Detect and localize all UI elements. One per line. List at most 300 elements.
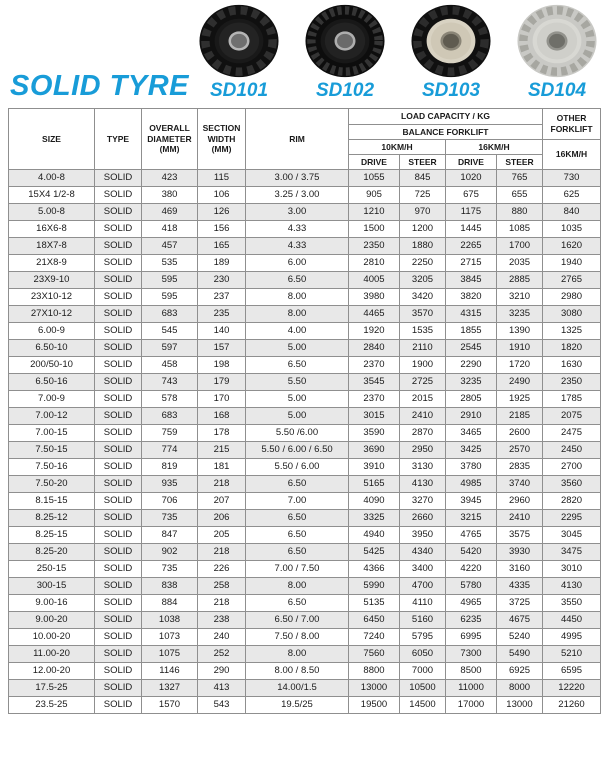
steer-10kmh-cell: 970 [400,204,446,221]
size-cell: 12.00-20 [9,663,95,680]
overall-diameter-cell: 380 [142,187,198,204]
header-size: SIZE [9,109,95,170]
size-cell: 23X9-10 [9,272,95,289]
drive-16kmh-cell: 6995 [446,629,497,646]
header-rim: RIM [246,109,349,170]
product-label-sd103: SD103 [421,80,481,101]
overall-diameter-cell: 1146 [142,663,198,680]
rim-cell: 5.50 / 6.00 / 6.50 [246,442,349,459]
header-steer-10: STEER [400,155,446,170]
page-title: SOLID TYRE [10,70,190,102]
rim-cell: 6.50 [246,527,349,544]
drive-16kmh-cell: 8500 [446,663,497,680]
size-cell: 11.00-20 [9,646,95,663]
table-row [9,663,601,680]
drive-16kmh-cell: 17000 [446,697,497,714]
drive-16kmh-cell: 2910 [446,408,497,425]
section-width-cell: 252 [198,646,246,663]
product-sd103 [402,4,500,102]
steer-16kmh-cell: 2570 [497,442,543,459]
overall-diameter-cell: 458 [142,357,198,374]
overall-diameter-cell: 418 [142,221,198,238]
drive-16kmh-cell: 1445 [446,221,497,238]
header-drive-10: DRIVE [349,155,400,170]
rim-cell: 3.25 / 3.00 [246,187,349,204]
steer-16kmh-cell: 1390 [497,323,543,340]
other-forklift-16kmh-cell: 2295 [543,510,601,527]
other-forklift-16kmh-cell: 2475 [543,425,601,442]
drive-10kmh-cell: 1055 [349,170,400,187]
rim-cell: 4.33 [246,238,349,255]
section-width-cell: 215 [198,442,246,459]
steer-10kmh-cell: 4340 [400,544,446,561]
overall-diameter-cell: 535 [142,255,198,272]
drive-16kmh-cell: 3465 [446,425,497,442]
type-cell: SOLID [95,238,142,255]
other-forklift-16kmh-cell: 2700 [543,459,601,476]
steer-16kmh-cell: 2885 [497,272,543,289]
type-cell: SOLID [95,595,142,612]
size-cell: 7.00-9 [9,391,95,408]
drive-10kmh-cell: 1500 [349,221,400,238]
size-cell: 23X10-12 [9,289,95,306]
drive-10kmh-cell: 2810 [349,255,400,272]
size-cell: 7.50-20 [9,476,95,493]
size-cell: 16X6-8 [9,221,95,238]
type-cell: SOLID [95,374,142,391]
size-cell: 18X7-8 [9,238,95,255]
rim-cell: 19.5/25 [246,697,349,714]
section-width-cell: 207 [198,493,246,510]
steer-16kmh-cell: 3160 [497,561,543,578]
table-row [9,357,601,374]
steer-10kmh-cell: 4700 [400,578,446,595]
drive-10kmh-cell: 1920 [349,323,400,340]
rim-cell: 7.50 / 8.00 [246,629,349,646]
steer-10kmh-cell: 2015 [400,391,446,408]
steer-16kmh-cell: 1700 [497,238,543,255]
size-cell: 23.5-25 [9,697,95,714]
drive-10kmh-cell: 7240 [349,629,400,646]
drive-16kmh-cell: 3235 [446,374,497,391]
rim-cell: 6.50 / 7.00 [246,612,349,629]
steer-10kmh-cell: 3950 [400,527,446,544]
type-cell: SOLID [95,510,142,527]
table-row [9,272,601,289]
steer-16kmh-cell: 2035 [497,255,543,272]
table-row [9,680,601,697]
rim-cell: 6.00 [246,255,349,272]
section-width-cell: 290 [198,663,246,680]
other-forklift-16kmh-cell: 2350 [543,374,601,391]
size-cell: 250-15 [9,561,95,578]
overall-diameter-cell: 759 [142,425,198,442]
size-cell: 15X4 1/2-8 [9,187,95,204]
overall-diameter-cell: 595 [142,289,198,306]
steer-16kmh-cell: 3930 [497,544,543,561]
rim-cell: 6.50 [246,544,349,561]
table-row [9,204,601,221]
size-cell: 4.00-8 [9,170,95,187]
other-forklift-16kmh-cell: 2820 [543,493,601,510]
other-forklift-16kmh-cell: 12220 [543,680,601,697]
rim-cell: 5.00 [246,391,349,408]
overall-diameter-cell: 1073 [142,629,198,646]
size-cell: 27X10-12 [9,306,95,323]
steer-16kmh-cell: 3210 [497,289,543,306]
drive-16kmh-cell: 2715 [446,255,497,272]
section-width-cell: 165 [198,238,246,255]
drive-10kmh-cell: 6450 [349,612,400,629]
overall-diameter-cell: 457 [142,238,198,255]
steer-16kmh-cell: 13000 [497,697,543,714]
steer-10kmh-cell: 3420 [400,289,446,306]
size-cell: 300-15 [9,578,95,595]
page-header [0,0,608,108]
overall-diameter-cell: 423 [142,170,198,187]
type-cell: SOLID [95,221,142,238]
tyre-image-sd101 [195,4,283,78]
other-forklift-16kmh-cell: 3010 [543,561,601,578]
drive-16kmh-cell: 3845 [446,272,497,289]
type-cell: SOLID [95,629,142,646]
section-width-cell: 238 [198,612,246,629]
overall-diameter-cell: 774 [142,442,198,459]
overall-diameter-cell: 545 [142,323,198,340]
size-cell: 200/50-10 [9,357,95,374]
table-row [9,306,601,323]
other-forklift-16kmh-cell: 6595 [543,663,601,680]
header-section-width: SECTION WIDTH (MM) [198,109,246,170]
rim-cell: 8.00 [246,306,349,323]
product-sd101 [190,4,288,102]
table-row [9,459,601,476]
table-row [9,187,601,204]
steer-10kmh-cell: 3570 [400,306,446,323]
type-cell: SOLID [95,493,142,510]
spec-table [8,108,601,714]
type-cell: SOLID [95,459,142,476]
section-width-cell: 179 [198,374,246,391]
drive-16kmh-cell: 4315 [446,306,497,323]
size-cell: 8.15-15 [9,493,95,510]
drive-10kmh-cell: 3690 [349,442,400,459]
type-cell: SOLID [95,357,142,374]
product-gallery [190,4,606,102]
other-forklift-16kmh-cell: 1325 [543,323,601,340]
rim-cell: 6.50 [246,272,349,289]
header-balance-forklift: BALANCE FORKLIFT [349,125,543,140]
drive-10kmh-cell: 905 [349,187,400,204]
drive-10kmh-cell: 4090 [349,493,400,510]
steer-10kmh-cell: 2410 [400,408,446,425]
steer-16kmh-cell: 6925 [497,663,543,680]
size-cell: 8.25-20 [9,544,95,561]
section-width-cell: 543 [198,697,246,714]
steer-16kmh-cell: 1720 [497,357,543,374]
spec-table-container [0,108,608,714]
table-row [9,612,601,629]
rim-cell: 5.50 [246,374,349,391]
other-forklift-16kmh-cell: 2980 [543,289,601,306]
overall-diameter-cell: 902 [142,544,198,561]
tyre-image-sd103 [407,4,495,78]
drive-10kmh-cell: 3015 [349,408,400,425]
type-cell: SOLID [95,476,142,493]
steer-16kmh-cell: 2835 [497,459,543,476]
steer-16kmh-cell: 880 [497,204,543,221]
section-width-cell: 226 [198,561,246,578]
other-forklift-16kmh-cell: 1940 [543,255,601,272]
overall-diameter-cell: 1570 [142,697,198,714]
steer-16kmh-cell: 3235 [497,306,543,323]
other-forklift-16kmh-cell: 1630 [543,357,601,374]
other-forklift-16kmh-cell: 1785 [543,391,601,408]
section-width-cell: 206 [198,510,246,527]
type-cell: SOLID [95,578,142,595]
table-row [9,646,601,663]
steer-10kmh-cell: 3205 [400,272,446,289]
drive-16kmh-cell: 3780 [446,459,497,476]
overall-diameter-cell: 597 [142,340,198,357]
steer-10kmh-cell: 7000 [400,663,446,680]
rim-cell: 8.00 [246,289,349,306]
drive-10kmh-cell: 4366 [349,561,400,578]
other-forklift-16kmh-cell: 1820 [543,340,601,357]
type-cell: SOLID [95,697,142,714]
drive-16kmh-cell: 3820 [446,289,497,306]
drive-10kmh-cell: 13000 [349,680,400,697]
drive-10kmh-cell: 5990 [349,578,400,595]
drive-16kmh-cell: 5780 [446,578,497,595]
table-row [9,425,601,442]
table-row [9,629,601,646]
drive-16kmh-cell: 4965 [446,595,497,612]
section-width-cell: 156 [198,221,246,238]
size-cell: 7.00-15 [9,425,95,442]
section-width-cell: 178 [198,425,246,442]
size-cell: 10.00-20 [9,629,95,646]
table-row [9,374,601,391]
steer-16kmh-cell: 5490 [497,646,543,663]
steer-16kmh-cell: 4675 [497,612,543,629]
type-cell: SOLID [95,527,142,544]
section-width-cell: 126 [198,204,246,221]
overall-diameter-cell: 735 [142,510,198,527]
table-row [9,510,601,527]
size-cell: 8.25-15 [9,527,95,544]
overall-diameter-cell: 735 [142,561,198,578]
overall-diameter-cell: 469 [142,204,198,221]
product-sd102 [296,4,394,102]
rim-cell: 14.00/1.5 [246,680,349,697]
header-speed-10kmh: 10KM/H [349,140,446,155]
header-type: TYPE [95,109,142,170]
drive-10kmh-cell: 19500 [349,697,400,714]
rim-cell: 4.00 [246,323,349,340]
drive-16kmh-cell: 4765 [446,527,497,544]
header-overall-diameter: OVERALL DIAMETER (MM) [142,109,198,170]
steer-16kmh-cell: 3740 [497,476,543,493]
type-cell: SOLID [95,204,142,221]
table-row [9,544,601,561]
drive-16kmh-cell: 4985 [446,476,497,493]
table-row [9,697,601,714]
other-forklift-16kmh-cell: 4995 [543,629,601,646]
rim-cell: 6.50 [246,476,349,493]
other-forklift-16kmh-cell: 4130 [543,578,601,595]
type-cell: SOLID [95,272,142,289]
rim-cell: 5.00 [246,340,349,357]
table-row [9,527,601,544]
other-forklift-16kmh-cell: 840 [543,204,601,221]
drive-16kmh-cell: 2290 [446,357,497,374]
drive-16kmh-cell: 3215 [446,510,497,527]
tyre-image-sd102 [301,4,389,78]
steer-10kmh-cell: 2870 [400,425,446,442]
steer-16kmh-cell: 3575 [497,527,543,544]
other-forklift-16kmh-cell: 3550 [543,595,601,612]
size-cell: 17.5-25 [9,680,95,697]
spec-table-body [9,170,601,714]
rim-cell: 8.00 / 8.50 [246,663,349,680]
rim-cell: 7.00 [246,493,349,510]
steer-10kmh-cell: 6050 [400,646,446,663]
rim-cell: 6.50 [246,510,349,527]
section-width-cell: 157 [198,340,246,357]
steer-10kmh-cell: 2725 [400,374,446,391]
other-forklift-16kmh-cell: 730 [543,170,601,187]
steer-16kmh-cell: 2185 [497,408,543,425]
size-cell: 9.00-16 [9,595,95,612]
type-cell: SOLID [95,340,142,357]
size-cell: 7.50-16 [9,459,95,476]
steer-10kmh-cell: 2250 [400,255,446,272]
steer-10kmh-cell: 725 [400,187,446,204]
table-row [9,170,601,187]
drive-16kmh-cell: 7300 [446,646,497,663]
overall-diameter-cell: 1038 [142,612,198,629]
section-width-cell: 106 [198,187,246,204]
steer-16kmh-cell: 2960 [497,493,543,510]
section-width-cell: 189 [198,255,246,272]
section-width-cell: 235 [198,306,246,323]
drive-16kmh-cell: 3425 [446,442,497,459]
type-cell: SOLID [95,442,142,459]
header-speed-16kmh: 16KM/H [446,140,543,155]
drive-10kmh-cell: 3325 [349,510,400,527]
overall-diameter-cell: 838 [142,578,198,595]
steer-16kmh-cell: 8000 [497,680,543,697]
drive-10kmh-cell: 5425 [349,544,400,561]
type-cell: SOLID [95,544,142,561]
overall-diameter-cell: 935 [142,476,198,493]
table-row [9,391,601,408]
drive-10kmh-cell: 8800 [349,663,400,680]
header-other-speed-16kmh: 16KM/H [543,140,601,170]
other-forklift-16kmh-cell: 5210 [543,646,601,663]
drive-16kmh-cell: 675 [446,187,497,204]
section-width-cell: 168 [198,408,246,425]
drive-10kmh-cell: 4465 [349,306,400,323]
drive-10kmh-cell: 2840 [349,340,400,357]
drive-10kmh-cell: 4005 [349,272,400,289]
drive-16kmh-cell: 6235 [446,612,497,629]
steer-16kmh-cell: 2410 [497,510,543,527]
table-row [9,493,601,510]
steer-10kmh-cell: 5795 [400,629,446,646]
other-forklift-16kmh-cell: 2765 [543,272,601,289]
steer-10kmh-cell: 14500 [400,697,446,714]
drive-16kmh-cell: 11000 [446,680,497,697]
steer-10kmh-cell: 845 [400,170,446,187]
size-cell: 6.00-9 [9,323,95,340]
drive-10kmh-cell: 5135 [349,595,400,612]
other-forklift-16kmh-cell: 3475 [543,544,601,561]
overall-diameter-cell: 1327 [142,680,198,697]
section-width-cell: 198 [198,357,246,374]
rim-cell: 5.00 [246,408,349,425]
table-row [9,578,601,595]
type-cell: SOLID [95,306,142,323]
drive-16kmh-cell: 1855 [446,323,497,340]
steer-16kmh-cell: 655 [497,187,543,204]
table-row [9,595,601,612]
table-row [9,221,601,238]
steer-16kmh-cell: 2490 [497,374,543,391]
rim-cell: 3.00 / 3.75 [246,170,349,187]
overall-diameter-cell: 743 [142,374,198,391]
type-cell: SOLID [95,170,142,187]
steer-16kmh-cell: 4335 [497,578,543,595]
size-cell: 5.00-8 [9,204,95,221]
type-cell: SOLID [95,187,142,204]
type-cell: SOLID [95,391,142,408]
steer-10kmh-cell: 4130 [400,476,446,493]
drive-16kmh-cell: 2805 [446,391,497,408]
size-cell: 6.50-10 [9,340,95,357]
table-row [9,289,601,306]
other-forklift-16kmh-cell: 3560 [543,476,601,493]
table-row [9,408,601,425]
product-label-sd104: SD104 [527,80,587,101]
section-width-cell: 218 [198,476,246,493]
product-label-sd102: SD102 [315,80,375,101]
section-width-cell: 258 [198,578,246,595]
size-cell: 7.00-12 [9,408,95,425]
size-cell: 9.00-20 [9,612,95,629]
table-row [9,255,601,272]
overall-diameter-cell: 683 [142,408,198,425]
size-cell: 7.50-15 [9,442,95,459]
drive-16kmh-cell: 3945 [446,493,497,510]
overall-diameter-cell: 884 [142,595,198,612]
type-cell: SOLID [95,646,142,663]
rim-cell: 5.50 /6.00 [246,425,349,442]
steer-10kmh-cell: 1880 [400,238,446,255]
other-forklift-16kmh-cell: 3080 [543,306,601,323]
steer-10kmh-cell: 10500 [400,680,446,697]
drive-16kmh-cell: 2265 [446,238,497,255]
section-width-cell: 230 [198,272,246,289]
header-steer-16: STEER [497,155,543,170]
rim-cell: 5.50 / 6.00 [246,459,349,476]
section-width-cell: 205 [198,527,246,544]
size-cell: 8.25-12 [9,510,95,527]
other-forklift-16kmh-cell: 21260 [543,697,601,714]
drive-10kmh-cell: 5165 [349,476,400,493]
rim-cell: 6.50 [246,357,349,374]
